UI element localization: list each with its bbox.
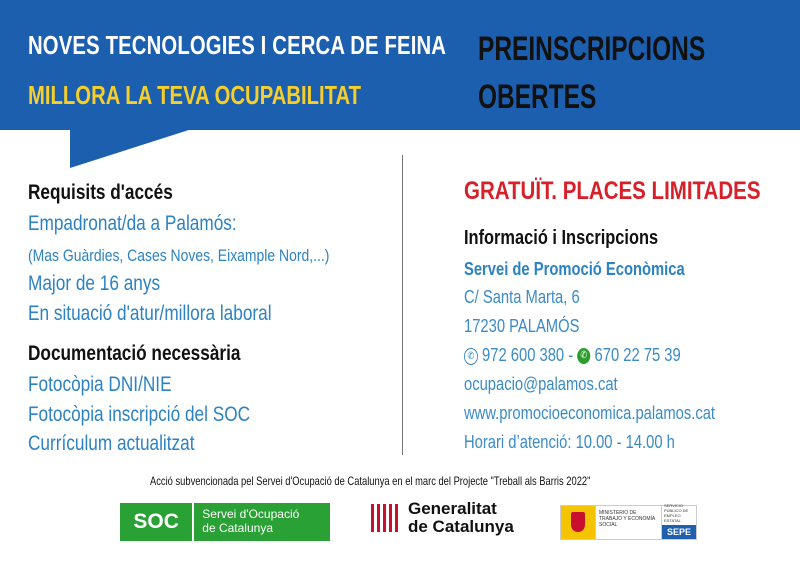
ministry-name: MINISTERIO DE TRABAJO Y ECONOMÍA SOCIAL — [595, 506, 661, 539]
phone-row — [464, 345, 681, 366]
generalitat-line1: Generalitat — [408, 499, 497, 518]
whatsapp-number[interactable]: 670 22 75 39 — [594, 345, 681, 365]
requirement-item: Empadronat/da a Palamós: — [28, 212, 237, 235]
sepe-logo — [560, 505, 697, 540]
soc-abbr: SOC — [120, 503, 192, 541]
address: C/ Santa Marta, 6 — [464, 287, 580, 307]
phone-number[interactable]: 972 600 380 — [482, 345, 565, 365]
documents-title: Documentació necessària — [28, 342, 241, 365]
preinscription-banner — [478, 25, 705, 121]
whatsapp-icon: ✆ — [577, 348, 590, 364]
document-item: Fotocòpia inscripció del SOC — [28, 403, 251, 426]
sepe-badge — [661, 503, 696, 539]
title-line1: NOVES TECNOLOGIES I CERCA DE FEINA — [28, 30, 447, 60]
sepe-small-text: SERVICIO PÚBLICO DE EMPLEO ESTATAL — [664, 503, 689, 523]
website-link[interactable]: www.promocioeconomica.palamos.cat — [464, 403, 716, 423]
generalitat-stripes-icon — [370, 501, 398, 535]
document-item: Fotocòpia DNI/NIE — [28, 373, 172, 396]
document-item: Currículum actualitzat — [28, 432, 195, 455]
requirement-item: Major de 16 anys — [28, 272, 161, 295]
divider — [402, 155, 403, 455]
generalitat-name — [408, 500, 514, 536]
soc-name-line2: de Catalunya — [202, 521, 273, 535]
requirement-item: En situació d'atur/millora laboral — [28, 302, 272, 325]
city: 17230 PALAMÓS — [464, 316, 580, 336]
spain-shield-icon — [561, 506, 595, 539]
title-line2: MILLORA LA TEVA OCUPABILITAT — [28, 80, 362, 110]
sepe-abbr: SEPE — [662, 525, 696, 539]
preinscription-line1: PREINSCRIPCIONS — [478, 30, 706, 68]
preinscription-line2: OBERTES — [478, 78, 597, 116]
generalitat-logo — [370, 500, 514, 536]
generalitat-line2: de Catalunya — [408, 517, 514, 536]
service-name: Servei de Promoció Econòmica — [464, 259, 685, 279]
soc-name-line1: Servei d'Ocupació — [202, 507, 300, 521]
soc-name — [194, 503, 330, 541]
soc-logo — [120, 503, 330, 541]
email-link[interactable]: ocupacio@palamos.cat — [464, 374, 618, 394]
info-title: Informació i Inscripcions — [464, 227, 659, 249]
funding-note: Acció subvencionada pel Servei d'Ocupació de Catalunya en el marc del Projecte "Treball als Barris 2022" — [150, 474, 591, 488]
opening-hours: Horari d’atenció: 10.00 - 14.00 h — [464, 432, 675, 452]
phone-separator: - — [568, 345, 574, 365]
free-places-label: GRATUÏT. PLACES LIMITADES — [464, 177, 761, 205]
phone-icon: ✆ — [464, 348, 478, 365]
requirements-title: Requisits d'accés — [28, 181, 173, 204]
requirement-item: (Mas Guàrdies, Cases Noves, Eixample Nord,...) — [28, 246, 330, 265]
header-pointer — [70, 120, 220, 168]
